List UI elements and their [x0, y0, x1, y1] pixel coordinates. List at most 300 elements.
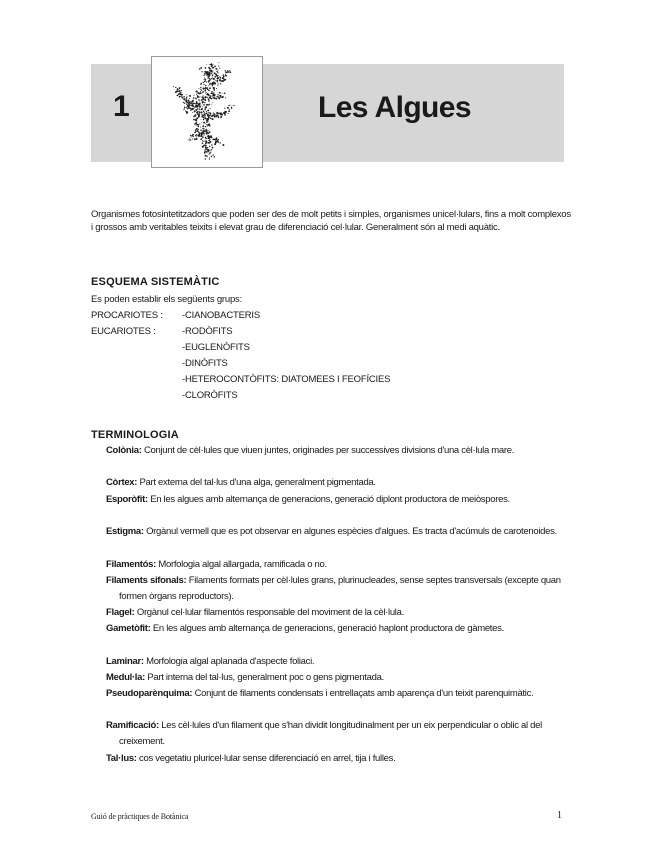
stipple-dot	[173, 86, 174, 87]
stipple-dot	[204, 141, 205, 142]
stipple-dot	[212, 74, 213, 75]
stipple-dot	[210, 136, 212, 138]
stipple-dot	[206, 92, 207, 93]
stipple-dot	[200, 136, 201, 137]
stipple-dot	[218, 65, 219, 66]
term-definition: Morfologia algal aplanada d'aspecte foliaci.	[146, 656, 315, 667]
stipple-dot	[222, 93, 223, 94]
stipple-dot	[225, 70, 226, 71]
term-entry	[106, 557, 574, 573]
stipple-dot	[211, 144, 213, 146]
stipple-dot	[195, 114, 196, 115]
stipple-dot	[190, 109, 192, 111]
term-entry	[106, 605, 574, 621]
stipple-dot	[210, 113, 212, 115]
stipple-dot	[214, 97, 215, 98]
stipple-dot	[212, 102, 213, 103]
stipple-dot	[208, 100, 210, 102]
stipple-dot	[180, 92, 182, 94]
stipple-dot	[209, 137, 211, 139]
stipple-dot	[212, 118, 214, 120]
stipple-dot	[206, 82, 207, 83]
stipple-dot	[193, 95, 194, 96]
stipple-dot	[208, 75, 210, 77]
stipple-dot	[189, 106, 190, 107]
stipple-dot	[186, 107, 187, 108]
stipple-dot	[209, 152, 211, 154]
stipple-dot	[199, 99, 200, 100]
stipple-dot	[202, 99, 204, 101]
stipple-dot	[189, 101, 190, 102]
eucariotes-label: EUCARIOTES :	[91, 326, 156, 337]
stipple-dot	[203, 88, 204, 89]
stipple-dot	[204, 79, 205, 80]
stipple-dot	[217, 94, 218, 95]
stipple-dot	[216, 78, 217, 79]
stipple-dot	[200, 139, 202, 141]
stipple-dot	[211, 73, 212, 74]
stipple-dot	[220, 79, 222, 81]
stipple-dot	[202, 108, 203, 109]
stipple-dot	[204, 74, 205, 75]
stipple-dot	[207, 74, 208, 75]
stipple-dot	[205, 71, 206, 72]
stipple-dot	[201, 119, 202, 120]
stipple-dot	[192, 100, 193, 101]
eucariotes-group: -RODÒFITS	[182, 326, 233, 337]
term-entry	[106, 621, 574, 637]
stipple-dot	[204, 152, 205, 153]
stipple-dot	[194, 110, 196, 112]
stipple-dot	[195, 135, 196, 136]
stipple-dot	[186, 94, 187, 95]
stipple-dot	[202, 106, 203, 107]
stipple-dot	[225, 75, 226, 76]
stipple-dot	[218, 113, 219, 114]
stipple-dot	[228, 108, 229, 109]
stipple-dot	[184, 108, 185, 109]
stipple-dot	[192, 112, 193, 113]
stipple-dot	[212, 77, 213, 78]
stipple-dot	[190, 108, 192, 110]
stipple-dot	[188, 139, 189, 140]
stipple-dot	[196, 111, 198, 113]
stipple-dot	[201, 105, 202, 106]
stipple-dot	[199, 68, 201, 70]
stipple-dot	[207, 109, 209, 111]
stipple-dot	[220, 77, 221, 78]
stipple-dot	[205, 117, 206, 118]
stipple-dot	[206, 151, 207, 152]
stipple-dot	[192, 138, 193, 139]
term-entry	[106, 654, 574, 670]
stipple-dot	[185, 110, 186, 111]
procariotes-label: PROCARIOTES :	[91, 310, 163, 321]
stipple-dot	[187, 108, 188, 109]
term-name: Tal·lus:	[106, 753, 137, 764]
stipple-dot	[211, 115, 213, 117]
stipple-dot	[220, 97, 221, 98]
stipple-dot	[196, 124, 198, 126]
stipple-dot	[176, 91, 178, 93]
stipple-dot	[211, 104, 212, 105]
stipple-dot	[195, 98, 197, 100]
stipple-dot	[190, 135, 191, 136]
term-name: Esporòfit:	[106, 494, 148, 505]
stipple-dot	[203, 128, 204, 129]
stipple-dot	[199, 106, 201, 108]
stipple-dot	[212, 79, 213, 80]
stipple-dot	[205, 155, 207, 157]
stipple-dot	[210, 69, 211, 70]
stipple-dot	[207, 78, 208, 79]
stipple-dot	[204, 102, 205, 103]
stipple-dot	[206, 74, 207, 75]
stipple-dot	[213, 98, 214, 99]
stipple-dot	[213, 113, 214, 114]
term-definition: Conjunt de filaments condensats i entrellaçats amb aparença d'un teixit parenquimàtic.	[194, 688, 534, 699]
stipple-dot	[217, 141, 219, 143]
stipple-dot	[191, 136, 192, 137]
stipple-dot	[195, 104, 196, 105]
esquema-heading: ESQUEMA SISTEMÀTIC	[91, 276, 220, 288]
stipple-dot	[225, 79, 226, 80]
stipple-dot	[221, 80, 223, 82]
stipple-dot	[196, 109, 197, 110]
stipple-dot	[209, 154, 210, 155]
stipple-dot	[223, 74, 224, 75]
stipple-dot	[201, 134, 202, 135]
term-name: Medul·la:	[106, 672, 145, 683]
stipple-dot	[220, 142, 221, 143]
stipple-dot	[223, 80, 224, 81]
stipple-dot	[207, 142, 208, 143]
stipple-dot	[206, 113, 207, 114]
stipple-dot	[213, 82, 215, 84]
stipple-dot	[200, 127, 201, 128]
stipple-dot	[200, 91, 201, 92]
stipple-dot	[199, 100, 200, 101]
stipple-dot	[215, 68, 217, 70]
term-name: Estigma:	[106, 526, 144, 537]
stipple-dot	[205, 114, 206, 115]
stipple-dot	[200, 109, 201, 110]
stipple-dot	[210, 93, 211, 94]
stipple-dot	[209, 104, 210, 105]
stipple-dot	[204, 96, 206, 98]
stipple-dot	[225, 97, 226, 98]
stipple-dot	[198, 129, 199, 130]
stipple-dot	[221, 116, 223, 118]
stipple-dot	[202, 146, 204, 148]
stipple-dot	[216, 112, 218, 114]
stipple-dot	[189, 95, 191, 97]
stipple-dot	[211, 149, 212, 150]
stipple-dot	[211, 66, 212, 67]
stipple-dot	[182, 94, 183, 95]
stipple-dot	[194, 123, 195, 124]
stipple-dot	[215, 80, 216, 81]
stipple-dot	[213, 112, 214, 113]
stipple-dot	[232, 105, 233, 106]
stipple-dot	[209, 84, 210, 85]
stipple-dot	[186, 98, 187, 99]
stipple-dot	[216, 71, 217, 72]
stipple-dot	[189, 139, 191, 141]
term-definition: cos vegetatiu pluricel·lular sense diferenciació en arrel, tija i fulles.	[139, 753, 396, 764]
stipple-dot	[206, 64, 207, 65]
stipple-dot	[196, 117, 198, 119]
stipple-dot	[209, 78, 211, 80]
stipple-dot	[183, 102, 184, 103]
stipple-dot	[203, 141, 204, 142]
stipple-dot	[231, 108, 232, 109]
term-entry	[106, 670, 574, 686]
stipple-dot	[194, 139, 195, 140]
stipple-dot	[183, 99, 185, 101]
stipple-dot	[212, 95, 214, 97]
stipple-dot	[204, 109, 206, 111]
stipple-dot	[216, 74, 217, 75]
stipple-dot	[210, 108, 211, 109]
stipple-dot	[179, 87, 180, 88]
stipple-dot	[196, 102, 198, 104]
stipple-dot	[207, 125, 208, 126]
stipple-dot	[218, 62, 219, 63]
stipple-dot	[212, 85, 213, 86]
stipple-dot	[204, 99, 206, 101]
stipple-dot	[186, 97, 187, 98]
stipple-dot	[204, 153, 205, 154]
stipple-dot	[211, 64, 213, 66]
stipple-dot	[213, 78, 215, 80]
stipple-dot	[200, 67, 202, 69]
stipple-dot	[210, 150, 211, 151]
stipple-dot	[204, 112, 205, 113]
stipple-dot	[222, 96, 223, 97]
stipple-dot	[220, 92, 221, 93]
stipple-dot	[196, 122, 197, 123]
stipple-dot	[202, 142, 204, 144]
stipple-dot	[203, 134, 204, 135]
stipple-dot	[196, 138, 197, 139]
stipple-dot	[203, 131, 205, 133]
stipple-dot	[191, 135, 193, 137]
stipple-dot	[195, 120, 197, 122]
esquema-subtitle: Es poden establir els següents grups:	[91, 294, 243, 305]
stipple-dot	[204, 90, 206, 92]
stipple-dot	[183, 109, 184, 110]
stipple-dot	[225, 111, 227, 113]
stipple-dot	[195, 116, 196, 117]
stipple-dot	[208, 81, 209, 82]
term-entry	[106, 573, 574, 606]
stipple-dot	[225, 114, 226, 115]
stipple-dot	[209, 157, 210, 158]
term-definition: Les cèl·lules d'un filament que s'han dividit longitudinalment per un eix perpendicular o oblic al del creixement.	[119, 720, 542, 748]
stipple-dot	[209, 80, 210, 81]
stipple-dot	[220, 112, 222, 114]
stipple-dot	[214, 115, 216, 117]
stipple-dot	[207, 112, 208, 113]
stipple-dot	[205, 123, 206, 124]
stipple-dot	[208, 118, 210, 120]
term-definition: Morfologia algal allargada, ramificada o no.	[158, 559, 327, 570]
term-entry	[106, 718, 574, 751]
stipple-dot	[212, 139, 213, 140]
stipple-dot	[208, 89, 210, 91]
stipple-dot	[214, 76, 216, 78]
stipple-dot	[206, 133, 207, 134]
stipple-dot	[208, 124, 209, 125]
stipple-dot	[186, 101, 188, 103]
chapter-illustration	[151, 56, 263, 168]
stipple-dot	[200, 129, 202, 131]
stipple-dot	[217, 71, 218, 72]
stipple-dot	[216, 98, 218, 100]
stipple-dot	[186, 100, 187, 101]
stipple-dot	[202, 132, 204, 134]
term-name: Filamentós:	[106, 559, 157, 570]
stipple-dot	[207, 89, 208, 90]
stipple-dot	[204, 88, 205, 89]
stipple-dot	[184, 107, 185, 108]
stipple-dot	[209, 159, 210, 160]
stipple-dot	[224, 92, 226, 94]
stipple-dot	[217, 96, 219, 98]
stipple-dot	[218, 117, 219, 118]
stipple-dot	[203, 111, 204, 112]
stipple-dot	[206, 88, 207, 89]
stipple-dot	[224, 108, 225, 109]
stipple-dot	[217, 72, 218, 73]
stipple-dot	[203, 115, 204, 116]
stipple-dot	[204, 133, 205, 134]
procariotes-group: -CIANOBACTERIS	[182, 310, 260, 321]
stipple-dot	[208, 153, 209, 154]
stipple-dot	[195, 103, 196, 104]
stipple-dot	[218, 115, 219, 116]
stipple-dot	[208, 112, 209, 113]
terminologia-heading: TERMINOLOGIA	[91, 429, 179, 441]
stipple-dot	[220, 83, 221, 84]
stipple-dot	[205, 87, 206, 88]
stipple-dot	[212, 82, 213, 83]
stipple-dot	[184, 96, 185, 97]
stipple-dot	[205, 138, 206, 139]
stipple-dot	[197, 96, 198, 97]
stipple-dot	[230, 71, 232, 73]
term-definition: Part externa del tal·lus d'una alga, generalment pigmentada.	[139, 477, 376, 488]
stipple-dot	[203, 84, 204, 85]
stipple-dot	[205, 158, 206, 159]
stipple-dot	[204, 118, 205, 119]
stipple-dot	[210, 118, 211, 119]
stipple-dot	[206, 111, 207, 112]
stipple-dot	[197, 113, 199, 115]
stipple-dot	[189, 98, 190, 99]
stipple-dot	[184, 103, 185, 104]
footer-title: Guió de pràctiques de Botànica	[91, 812, 189, 821]
stipple-dot	[205, 107, 207, 109]
stipple-dot	[198, 135, 200, 137]
stipple-dot	[210, 96, 211, 97]
stipple-dot	[219, 68, 220, 69]
stipple-dot	[198, 126, 200, 128]
term-definition: En les algues amb alternança de generacions, generació diplont productora de meiòspores.	[150, 494, 510, 505]
stipple-dot	[207, 156, 208, 157]
stipple-dot	[203, 95, 204, 96]
stipple-dot	[208, 105, 209, 106]
stipple-dot	[205, 126, 206, 127]
stipple-dot	[212, 147, 214, 149]
stipple-dot	[203, 82, 204, 83]
stipple-dot	[199, 133, 201, 135]
stipple-dot	[193, 136, 194, 137]
stipple-dot	[196, 91, 198, 93]
stipple-dot	[199, 113, 200, 114]
stipple-dot	[208, 85, 209, 86]
stipple-dot	[187, 112, 189, 114]
stipple-dot	[178, 89, 179, 90]
stipple-dot	[207, 133, 208, 134]
stipple-dot	[202, 101, 204, 103]
stipple-dot	[217, 81, 218, 82]
eucariotes-group: -EUGLENÒFITS	[182, 342, 250, 353]
stipple-dot	[209, 141, 211, 143]
intro-paragraph	[91, 208, 571, 234]
stipple-dot	[196, 101, 197, 102]
stipple-dot	[200, 97, 201, 98]
stipple-dot	[228, 110, 230, 112]
stipple-dot	[202, 96, 204, 98]
stipple-dot	[220, 95, 222, 97]
intro-text: Organismes fotosintetitzadors que poden ser des de molt petits i simples, organismes unicel·lulars, fins a molt complexos i grossos amb veritables teixits i elevat grau de diferenciació cel·lular. Generalment són al medi aquàtic.	[91, 209, 571, 233]
stipple-dot	[212, 92, 213, 93]
page-number: 1	[557, 810, 562, 821]
stipple-dot	[202, 92, 203, 93]
stipple-dot	[200, 87, 201, 88]
stipple-dot	[217, 77, 219, 79]
term-name: Filaments sifonals:	[106, 575, 187, 586]
stipple-dot	[208, 115, 209, 116]
stipple-dot	[198, 131, 200, 133]
stipple-dot	[229, 70, 230, 71]
stipple-dot	[205, 142, 207, 144]
chapter-title: Les Algues	[318, 91, 471, 124]
stipple-dot	[201, 83, 203, 85]
stipple-dot	[199, 93, 200, 94]
stipple-dot	[209, 125, 211, 127]
stipple-dot	[199, 109, 200, 110]
eucariotes-group: -DINÒFITS	[182, 358, 228, 369]
stipple-dot	[203, 104, 205, 106]
stipple-dot	[206, 72, 207, 73]
stipple-dot	[229, 109, 230, 110]
stipple-dot	[215, 141, 217, 143]
stipple-dot	[214, 66, 216, 68]
stipple-dot	[226, 71, 228, 73]
stipple-dot	[195, 129, 196, 130]
stipple-dot	[182, 97, 183, 98]
term-definition: Part interna del tal·lus, generalment poc o gens pigmentada.	[147, 672, 384, 683]
seaweed-illustration-icon	[152, 57, 262, 167]
term-name: Laminar:	[106, 656, 144, 667]
term-definition: Filaments formats per cèl·lules grans, plurinucleades, sense septes transversals (excepte quan formen òrgans reproductors).	[119, 575, 561, 603]
stipple-dot	[189, 104, 190, 105]
stipple-dot	[220, 78, 221, 79]
stipple-dot	[218, 97, 220, 99]
